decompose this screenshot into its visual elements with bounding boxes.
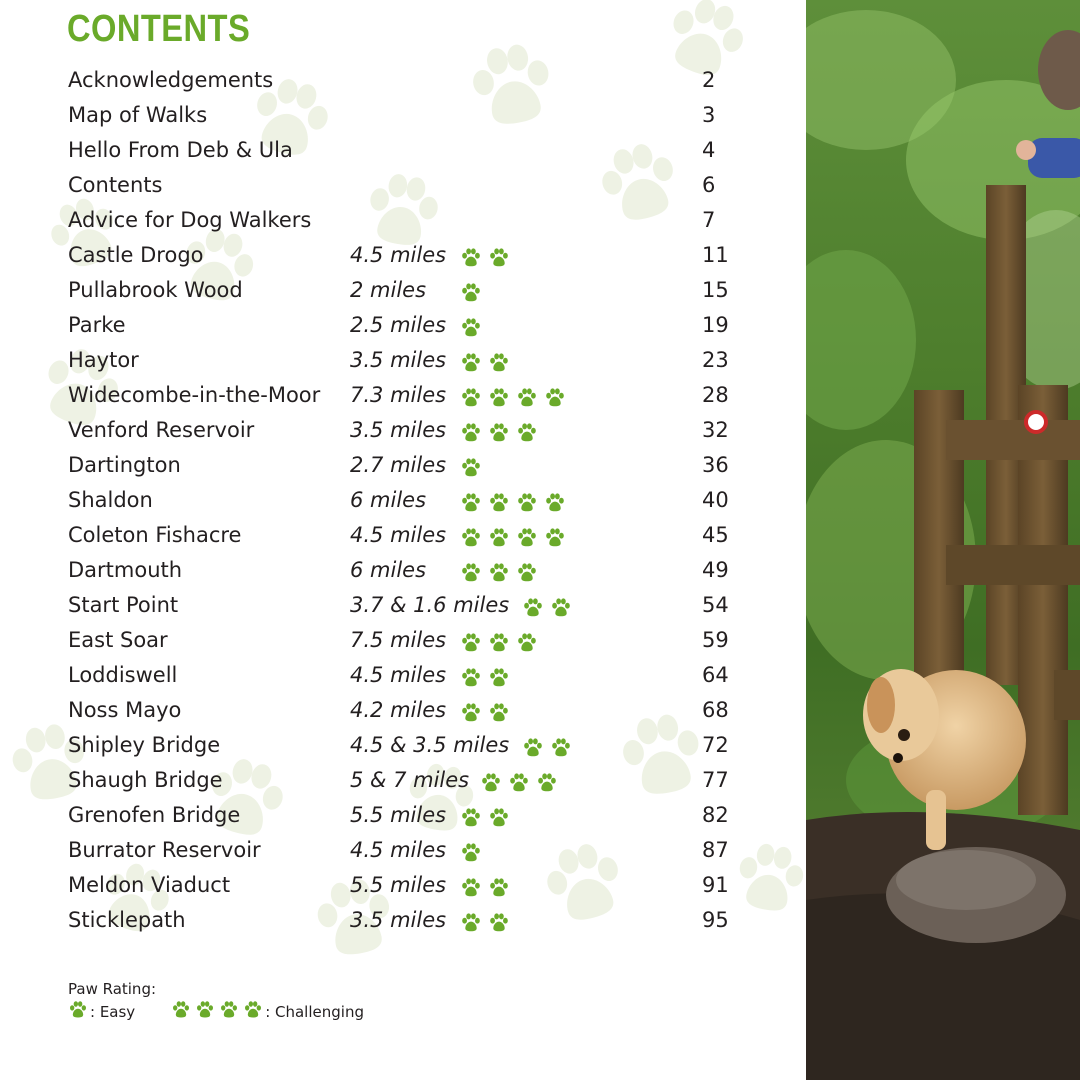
walk-distance: 6 miles: [350, 558, 427, 582]
contents-row: [68, 238, 748, 273]
paw-icon: [460, 457, 482, 475]
page-number: 77: [702, 768, 729, 792]
paw-rating: [460, 492, 566, 510]
paw-rating: [460, 317, 482, 335]
legend-easy-label: : Easy: [90, 1003, 136, 1021]
walk-name: Coleton Fishacre: [68, 523, 242, 547]
paw-icon: [522, 737, 544, 755]
paw-icon: [488, 247, 510, 265]
contents-row: [68, 798, 748, 833]
page-number: 32: [702, 418, 729, 442]
walk-distance: 3.5 miles: [350, 418, 447, 442]
paw-icon: [460, 877, 482, 895]
walk-distance: 3.5 miles: [350, 348, 447, 372]
paw-icon: [544, 492, 566, 510]
paw-icon: [488, 387, 510, 405]
contents-row: [68, 763, 748, 798]
walk-distance: 4.5 miles: [350, 523, 447, 547]
paw-icon: [544, 527, 566, 545]
page-number: 68: [702, 698, 729, 722]
paw-icon: [460, 387, 482, 405]
walk-distance: 2.5 miles: [350, 313, 447, 337]
paw-icon: [488, 667, 510, 685]
walk-distance: 5.5 miles: [350, 873, 447, 897]
paw-icon: [488, 807, 510, 825]
page-number: 82: [702, 803, 729, 827]
paw-rating: [522, 597, 572, 615]
walk-distance: 2 miles: [350, 278, 427, 302]
page-number: 54: [702, 593, 729, 617]
walk-name: East Soar: [68, 628, 168, 652]
walk-distance: 4.5 miles: [350, 663, 447, 687]
walk-distance: 4.5 miles: [350, 838, 447, 862]
walk-name: Start Point: [68, 593, 179, 617]
walk-name: Contents: [68, 173, 163, 197]
paw-icon: [516, 422, 538, 440]
walk-distance: 4.5 & 3.5 miles: [350, 733, 510, 757]
page-title: CONTENTS: [67, 8, 251, 50]
page-number: 40: [702, 488, 729, 512]
walk-name: Haytor: [68, 348, 139, 372]
paw-icon: [68, 1000, 88, 1024]
dog-and-wooden-stile-photo: [806, 0, 1080, 1080]
walk-name: Shaldon: [68, 488, 153, 512]
contents-row: [68, 483, 748, 518]
page-number: 72: [702, 733, 729, 757]
walk-name: Advice for Dog Walkers: [68, 208, 312, 232]
paw-icon: [550, 737, 572, 755]
contents-row: [68, 98, 748, 133]
walk-name: Widecombe-in-the-Moor: [68, 383, 321, 407]
paw-icon: [488, 562, 510, 580]
contents-row: [68, 588, 748, 623]
paw-icon: [488, 912, 510, 930]
paw-icon: [460, 527, 482, 545]
paw-icon: [488, 702, 510, 720]
walk-name: Venford Reservoir: [68, 418, 255, 442]
contents-row: [68, 413, 748, 448]
paw-icon: [460, 807, 482, 825]
paw-icon: [550, 597, 572, 615]
paw-icon: [522, 597, 544, 615]
paw-icon: [195, 1000, 215, 1024]
walk-name: Map of Walks: [68, 103, 208, 127]
paw-icon: [460, 317, 482, 335]
contents-row: [68, 833, 748, 868]
walk-distance: 3.7 & 1.6 miles: [350, 593, 510, 617]
paw-rating: [460, 247, 510, 265]
page-number: 3: [702, 103, 716, 127]
walk-name: Sticklepath: [68, 908, 186, 932]
paw-icon: [460, 667, 482, 685]
paw-icon: [460, 632, 482, 650]
contents-row: [68, 868, 748, 903]
paw-rating: [460, 912, 510, 930]
legend-challenging-paws: [171, 1000, 263, 1024]
page-number: 49: [702, 558, 729, 582]
contents-row: [68, 343, 748, 378]
walk-distance: 4.2 miles: [350, 698, 447, 722]
paw-icon: [488, 877, 510, 895]
page-number: 15: [702, 278, 729, 302]
paw-icon: [488, 422, 510, 440]
contents-row: [68, 658, 748, 693]
paw-icon: [536, 772, 558, 790]
walk-name: Shipley Bridge: [68, 733, 221, 757]
paw-rating: [460, 667, 510, 685]
contents-row: [68, 168, 748, 203]
contents-row: [68, 378, 748, 413]
paw-icon: [243, 1000, 263, 1024]
paw-icon: [480, 772, 502, 790]
walk-distance: 7.3 miles: [350, 383, 447, 407]
walk-distance: 5 & 7 miles: [350, 768, 470, 792]
page-number: 95: [702, 908, 729, 932]
contents-list: [68, 63, 748, 938]
paw-icon: [488, 352, 510, 370]
paw-icon: [488, 492, 510, 510]
paw-icon: [460, 842, 482, 860]
page-number: 19: [702, 313, 729, 337]
contents-row: [68, 308, 748, 343]
page-number: 91: [702, 873, 729, 897]
paw-icon: [516, 387, 538, 405]
contents-row: [68, 518, 748, 553]
paw-icon: [516, 562, 538, 580]
walk-name: Castle Drogo: [68, 243, 204, 267]
paw-rating: [522, 737, 572, 755]
walk-name: Loddiswell: [68, 663, 178, 687]
contents-row: [68, 448, 748, 483]
page-number: 7: [702, 208, 716, 232]
page-number: 23: [702, 348, 729, 372]
paw-icon: [460, 422, 482, 440]
paw-icon: [219, 1000, 239, 1024]
paw-icon: [460, 247, 482, 265]
paw-icon: [488, 527, 510, 545]
paw-icon: [508, 772, 530, 790]
page-number: 64: [702, 663, 729, 687]
paw-icon: [171, 1000, 191, 1024]
walk-name: Meldon Viaduct: [68, 873, 231, 897]
paw-rating: [460, 527, 566, 545]
paw-icon: [460, 912, 482, 930]
page-number: 36: [702, 453, 729, 477]
contents-row: [68, 133, 748, 168]
walk-distance: 6 miles: [350, 488, 427, 512]
paw-icon: [516, 492, 538, 510]
page-number: 59: [702, 628, 729, 652]
page-number: 28: [702, 383, 729, 407]
paw-icon: [488, 632, 510, 650]
walk-name: Acknowledgements: [68, 68, 274, 92]
paw-icon: [544, 387, 566, 405]
paw-rating: [460, 842, 482, 860]
walk-distance: 3.5 miles: [350, 908, 447, 932]
contents-row: [68, 623, 748, 658]
paw-rating: [460, 352, 510, 370]
paw-rating: [460, 877, 510, 895]
paw-rating: [460, 632, 538, 650]
paw-icon: [460, 702, 482, 720]
page-number: 6: [702, 173, 716, 197]
paw-rating-legend: [68, 980, 364, 1024]
walk-name: Dartington: [68, 453, 181, 477]
page-number: 2: [702, 68, 716, 92]
legend-challenging-label: : Challenging: [265, 1003, 364, 1021]
contents-row: [68, 693, 748, 728]
walk-name: Burrator Reservoir: [68, 838, 261, 862]
paw-rating: [460, 422, 538, 440]
page-number: 87: [702, 838, 729, 862]
contents-row: [68, 273, 748, 308]
walk-name: Dartmouth: [68, 558, 183, 582]
paw-rating: [460, 282, 482, 300]
paw-rating: [460, 387, 566, 405]
contents-row: [68, 728, 748, 763]
walk-name: Noss Mayo: [68, 698, 182, 722]
paw-icon: [460, 352, 482, 370]
contents-row: [68, 553, 748, 588]
paw-icon: [460, 562, 482, 580]
walk-name: Grenofen Bridge: [68, 803, 241, 827]
page-number: 11: [702, 243, 729, 267]
paw-icon: [516, 632, 538, 650]
paw-rating: [460, 807, 510, 825]
legend-heading: Paw Rating:: [68, 980, 157, 998]
paw-rating: [480, 772, 558, 790]
walk-name: Hello From Deb & Ula: [68, 138, 293, 162]
walk-distance: 5.5 miles: [350, 803, 447, 827]
walk-name: Pullabrook Wood: [68, 278, 243, 302]
paw-icon: [516, 527, 538, 545]
photo-illustration: [806, 0, 1080, 1080]
legend-easy-paws: [68, 1000, 88, 1024]
walk-name: Shaugh Bridge: [68, 768, 223, 792]
walk-distance: 7.5 miles: [350, 628, 447, 652]
contents-row: [68, 903, 748, 938]
contents-row: [68, 63, 748, 98]
walk-distance: 2.7 miles: [350, 453, 447, 477]
paw-rating: [460, 562, 538, 580]
paw-rating: [460, 702, 510, 720]
paw-rating: [460, 457, 482, 475]
paw-icon: [460, 282, 482, 300]
walk-name: Parke: [68, 313, 126, 337]
contents-row: [68, 203, 748, 238]
walk-distance: 4.5 miles: [350, 243, 447, 267]
page-number: 45: [702, 523, 729, 547]
page-number: 4: [702, 138, 716, 162]
paw-icon: [460, 492, 482, 510]
